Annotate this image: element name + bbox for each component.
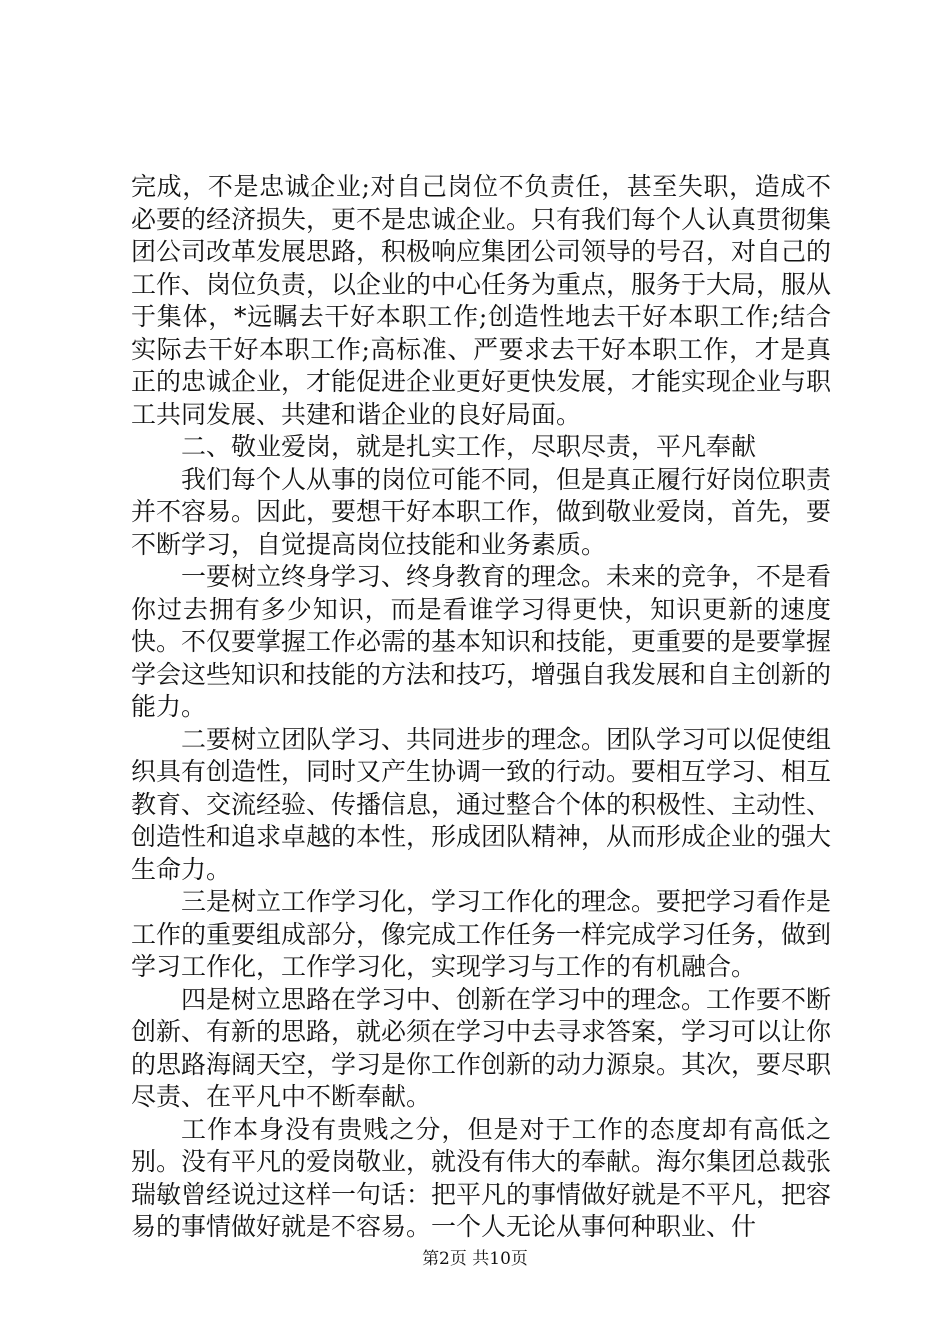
paragraph-5: 二要树立团队学习、共同进步的理念。团队学习可以促使组织具有创造性，同时又产生协调一致的行动。要相互学习、相互教育、交流经验、传播信息，通过整合个体的积极性、主动性、创造性和追求卓越的本性，形成团队精神，从而形成企业的强大生命力。: [131, 724, 832, 884]
paragraph-4: 一要树立终身学习、终身教育的理念。未来的竞争，不是看你过去拥有多少知识，而是看谁学习得更快，知识更新的速度快。不仅要掌握工作必需的基本知识和技能，更重要的是要掌握学会这些知识和技能的方法和技巧，增强自我发展和自主创新的能力。: [131, 562, 832, 721]
document-body: [131, 171, 831, 1244]
paragraph-7: 四是树立思路在学习中、创新在学习中的理念。工作要不断创新、有新的思路，就必须在学习中去寻求答案，学习可以让你的思路海阔天空，学习是你工作创新的动力源泉。其次，要尽职尽责、在平凡中不断奉献。: [131, 984, 832, 1111]
paragraph-6: 三是树立工作学习化，学习工作化的理念。要把学习看作是工作的重要组成部分，像完成工作任务一样完成学习任务，做到学习工作化，工作学习化，实现学习与工作的有机融合。: [131, 887, 832, 981]
paragraph-1: 完成，不是忠诚企业;对自己岗位不负责任，甚至失职，造成不必要的经济损失，更不是忠诚企业。只有我们每个人认真贯彻集团公司改革发展思路，积极响应集团公司领导的号召，对自己的工作、岗位负责，以企业的中心任务为重点，服务于大局，服从于集体，*远瞩去干好本职工作;创造性地去干好本职工作;结合实际去干好本职工作;高标准、严要求去干好本职工作，才是真正的忠诚企业，才能促进企业更好更快发展，才能实现企业与职工共同发展、共建和谐企业的良好局面。: [131, 172, 832, 429]
section-heading: 二、敬业爱岗，就是扎实工作，尽职尽责，平凡奉献: [181, 432, 757, 461]
paragraph-3: 我们每个人从事的岗位可能不同，但是真正履行好岗位职责并不容易。因此，要想干好本职工作，做到敬业爱岗，首先，要不断学习，自觉提高岗位技能和业务素质。: [131, 464, 832, 559]
paragraph-8: 工作本身没有贵贱之分，但是对于工作的态度却有高低之别。没有平凡的爱岗敬业，就没有伟大的奉献。海尔集团总裁张瑞敏曾经说过这样一句话：把平凡的事情做好就是不平凡，把容易的事情做好就是不容易。一个人无论从事何种职业、什: [131, 1114, 832, 1241]
page-footer: 第2页 共10页: [422, 1249, 528, 1269]
